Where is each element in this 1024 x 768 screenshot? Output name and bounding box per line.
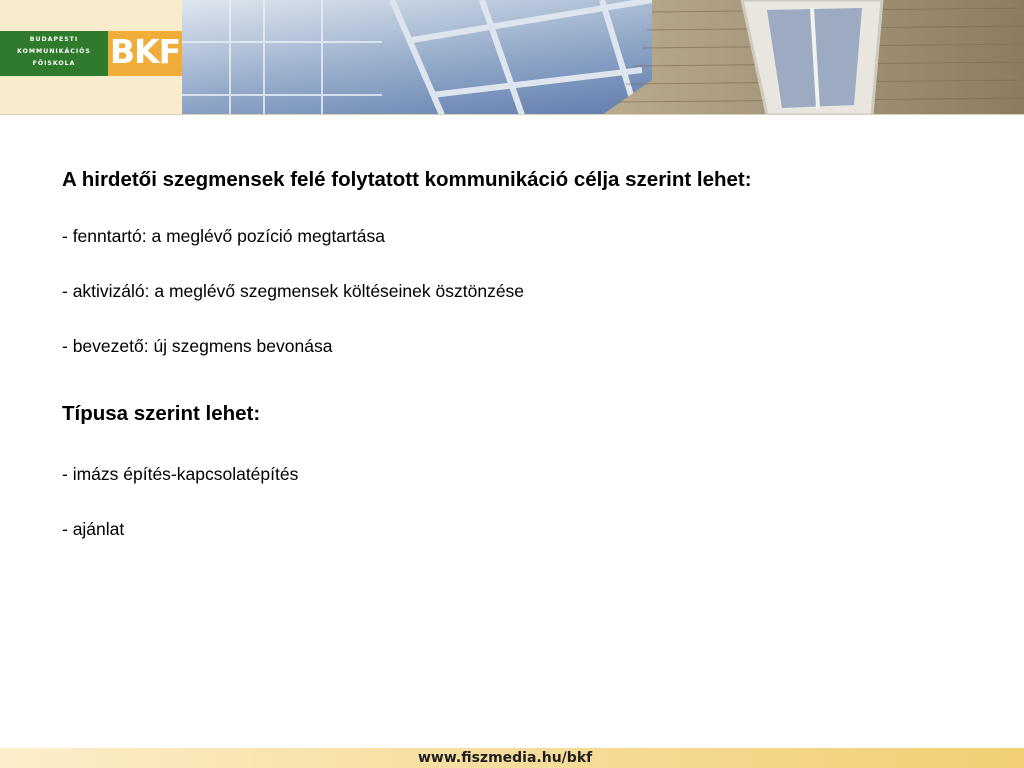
school-name-line: FŐISKOLA — [32, 60, 76, 67]
list-item: - fenntartó: a meglévő pozíció megtartása — [62, 226, 385, 246]
list-item: - aktivizáló: a meglévő szegmensek költéseinek ösztönzése — [62, 281, 525, 301]
list-item: - ajánlat — [62, 519, 125, 539]
list-item: - bevezető: új szegmens bevonása — [62, 336, 333, 356]
school-name-line: BUDAPESTI — [29, 36, 79, 43]
school-name — [0, 34, 108, 70]
footer-url-link[interactable]: www.fiszmedia.hu/bkf — [418, 750, 593, 766]
list-item: - imázs építés-kapcsolatépítés — [62, 464, 299, 484]
school-name-line: KOMMUNIKÁCIÓS — [17, 48, 91, 55]
banner-divider — [0, 114, 1024, 115]
logo-mark: BKF — [109, 32, 181, 71]
header-banner — [0, 0, 1024, 115]
section-heading: A hirdetői szegmensek felé folytatott kommunikáció célja szerint lehet: — [62, 168, 752, 191]
building-photo — [182, 0, 1024, 115]
footer-bar — [0, 748, 1024, 768]
section-heading: Típusa szerint lehet: — [62, 402, 261, 425]
